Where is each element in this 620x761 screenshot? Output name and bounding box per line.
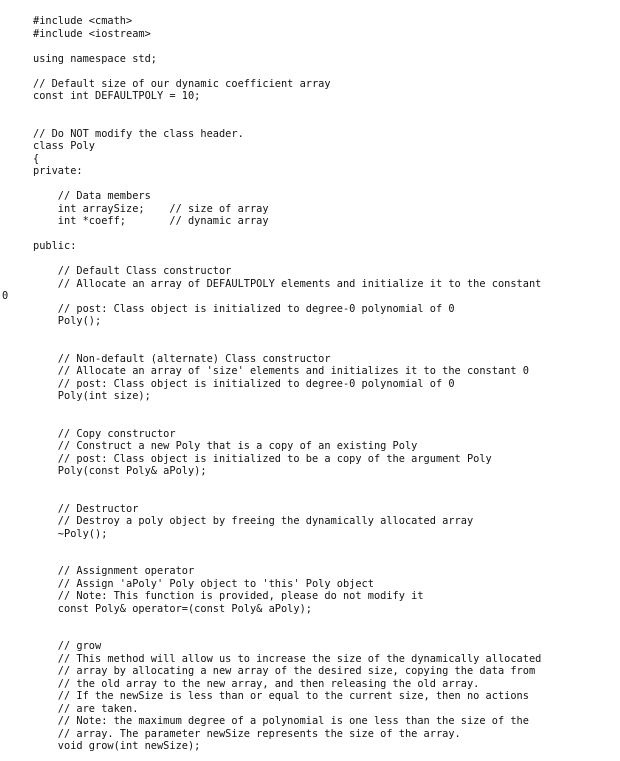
code-line: // grow (33, 640, 102, 652)
code-line: // array. The parameter newSize represents the size of the array. (33, 727, 461, 740)
code-line (33, 490, 541, 503)
code-line: // Default size of our dynamic coefficient array (33, 77, 331, 90)
code-line: const Poly& operator=(const Poly& aPoly); (33, 602, 312, 615)
code-line (33, 340, 541, 353)
code-line (33, 540, 541, 553)
code-line: const int DEFAULTPOLY = 10; (33, 90, 201, 102)
code-line (33, 478, 541, 491)
code-line: // Note: This function is provided, please do not modify it (33, 590, 424, 602)
code-line: // are taken. (33, 702, 139, 715)
code-line: // Do NOT modify the class header. (33, 127, 244, 140)
code-line: // post: Class object is initialized to be a copy of the argument Poly (33, 452, 492, 465)
code-line: // Assign 'aPoly' Poly object to 'this' Poly object (33, 577, 374, 590)
code-line: // the old array to the new array, and then releasing the old array. (33, 677, 480, 690)
code-line (33, 65, 541, 78)
code-line: class Poly (33, 140, 95, 152)
code-line: // Default Class constructor (33, 265, 232, 277)
code-line (33, 253, 541, 266)
code-line: // If the newSize is less than or equal to the current size, then no actions (33, 690, 529, 702)
code-line (33, 178, 541, 191)
code-line: void grow(int newSize); (33, 740, 201, 752)
code-line: #include <iostream> (33, 27, 151, 40)
code-line: // Construct a new Poly that is a copy of an existing Poly (33, 440, 418, 452)
code-line: // Allocate an array of DEFAULTPOLY elements and initialize it to the constant (33, 277, 542, 290)
code-line: #include <cmath> (33, 15, 133, 27)
code-line: // Note: the maximum degree of a polynomial is one less than the size of the (33, 715, 529, 727)
code-line (33, 228, 541, 241)
code-line (33, 40, 541, 53)
code-line: Poly(int size); (33, 390, 151, 402)
code-line (33, 115, 541, 128)
code-line: // post: Class object is initialized to degree-0 polynomial of 0 (33, 377, 455, 390)
code-line: ~Poly(); (33, 527, 108, 540)
code-line: public: (33, 240, 77, 252)
code-line: Poly(const Poly& aPoly); (33, 465, 207, 477)
code-line: // array by allocating a new array of the desired size, copying the data from (33, 665, 536, 677)
code-line: int *coeff; // dynamic array (33, 215, 269, 227)
code-line (33, 628, 541, 641)
code-line: // Copy constructor (33, 427, 176, 440)
code-line: // post: Class object is initialized to degree-0 polynomial of 0 (33, 302, 455, 315)
code-line (33, 553, 541, 566)
code-line (33, 415, 541, 428)
code-line: // Destructor (33, 502, 139, 515)
code-line: 0 (2, 290, 9, 302)
code-line: { (33, 152, 40, 165)
code-line: // Assignment operator (33, 565, 195, 577)
code-line: // Non-default (alternate) Class constructor (33, 352, 331, 365)
code-line: // Allocate an array of 'size' elements and initializes it to the constant 0 (33, 365, 529, 377)
code-line (33, 103, 541, 116)
code-line: using namespace std; (33, 52, 157, 65)
code-line: private: (33, 165, 83, 177)
code-line (33, 328, 541, 341)
code-line: // This method will allow us to increase the size of the dynamically allocated (33, 652, 542, 665)
code-listing (2, 15, 542, 753)
code-line (33, 615, 541, 628)
code-line: Poly(); (33, 315, 102, 327)
code-line (33, 403, 541, 416)
code-line: int arraySize; // size of array (33, 202, 269, 215)
code-line: // Data members (33, 190, 151, 202)
code-line: // Destroy a poly object by freeing the dynamically allocated array (33, 515, 474, 527)
